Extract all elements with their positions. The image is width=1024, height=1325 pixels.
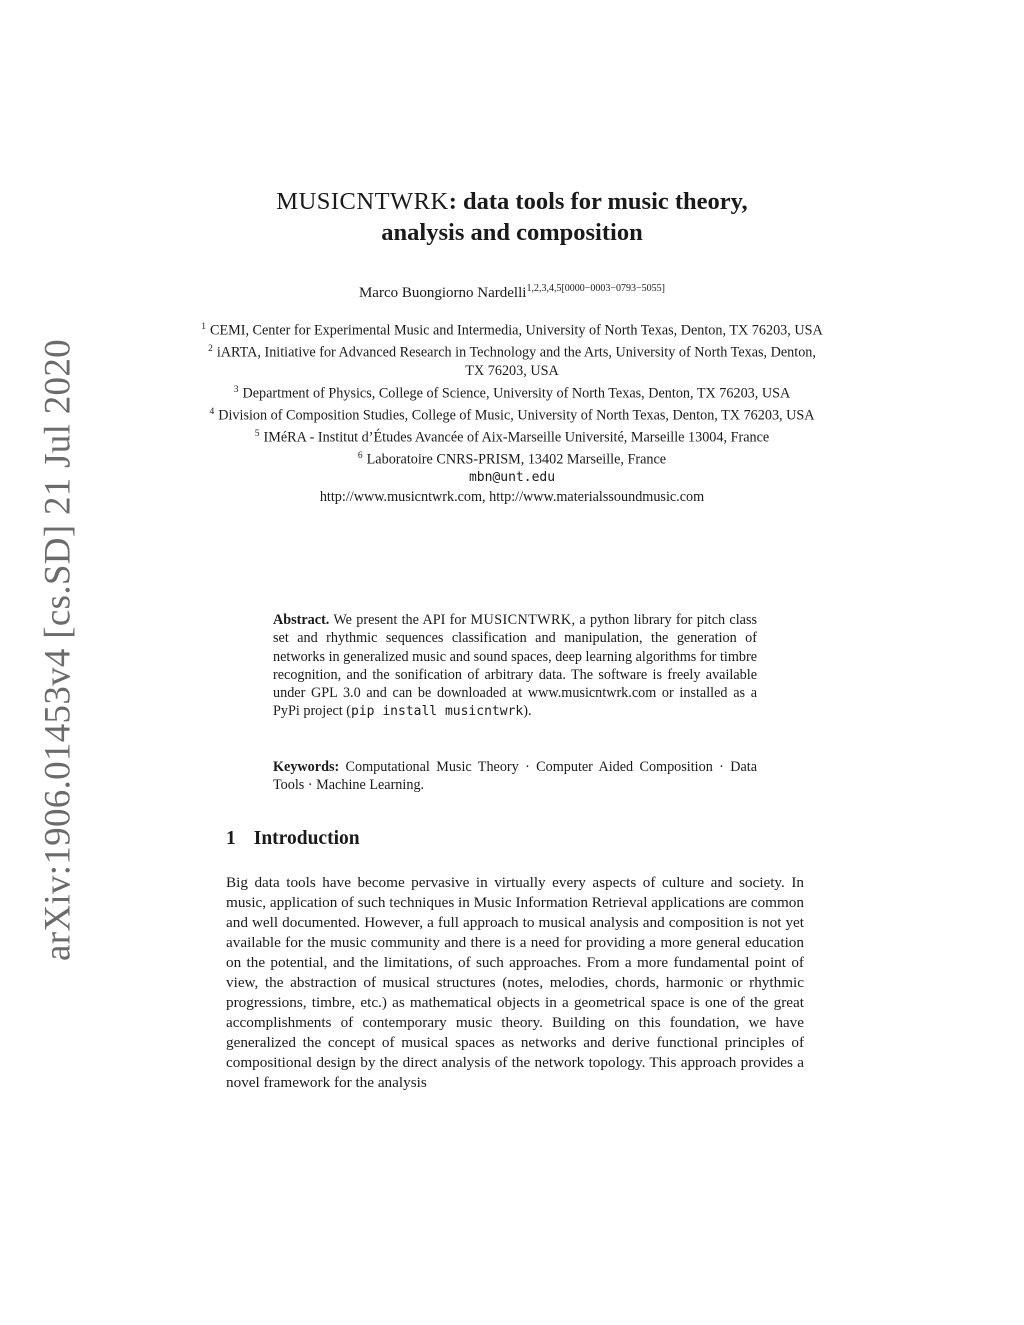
affiliation-4: [200, 403, 824, 425]
abstract: [273, 611, 757, 722]
abstract-text-end: ).: [523, 703, 532, 720]
affiliation-1: [200, 318, 824, 340]
title-line2: analysis and composition: [381, 219, 643, 246]
affiliation-text: CEMI, Center for Experimental Music and Intermedia, University of North Texas, Denton, TX 76203, USA: [209, 322, 823, 339]
author-email[interactable]: mbn@unt.edu: [468, 470, 556, 486]
affiliation-text: Division of Composition Studies, College of Music, University of North Texas, Denton, TX 76203, USA: [218, 407, 815, 424]
author-line: [180, 283, 844, 302]
arxiv-identifier: arXiv:1906.01453v4 [cs.SD] 21 Jul 2020: [37, 339, 79, 961]
affiliation-number: 3: [233, 384, 239, 395]
affiliation-number: 5: [254, 428, 260, 439]
affiliation-5: [200, 425, 824, 447]
affiliation-text: Laboratoire CNRS-PRISM, 13402 Marseille, France: [366, 451, 667, 468]
affiliations: [200, 318, 824, 506]
affiliation-3: [200, 381, 824, 403]
keywords: [273, 758, 757, 795]
affiliation-2: [200, 340, 824, 381]
title-library-name: MUSICNTWRK: [276, 188, 449, 215]
title-line1: : data tools for music theory,: [448, 188, 748, 215]
abstract-label: Abstract.: [273, 612, 330, 628]
affiliation-text: iARTA, Initiative for Advanced Research in Technology and the Arts, University of North Texas, Denton, TX 76203, USA: [216, 344, 816, 380]
abstract-text-pre: We present the API for: [329, 612, 471, 628]
affiliation-number: 4: [209, 406, 215, 417]
affiliation-6: [200, 447, 824, 469]
paper-title: [180, 186, 844, 248]
abstract-library-name: MUSICNTWRK: [470, 612, 572, 628]
introduction-paragraph: Big data tools have become pervasive in virtually every aspects of culture and society. In music, application of such techniques in Music Information Retrieval applications are common and well documented. However, a full approach to musical analysis and composition is not yet available for the music community and there is a need for providing a more general education on the potential, and the limitations, of such approaches. From a more fundamental point of view, the abstraction of musical structures (notes, melodies, chords, harmonic or rhythmic progressions, timbre, etc.) as mathematical objects in a geometrical space is one of the great accomplishments of contemporary music theory. Building on this foundation, we have generalized the concept of musical spaces as networks and derive functional principles of compositional design by the direct analysis of the network topology. This approach provides a novel framework for the analysis: [226, 874, 804, 1091]
section-number: 1: [226, 828, 236, 849]
abstract-install-command: pip install musicntwrk: [351, 704, 524, 720]
author-urls[interactable]: http://www.musicntwrk.com, http://www.materialssoundmusic.com: [319, 488, 705, 505]
affiliation-number: 1: [201, 322, 206, 332]
keywords-text: Computational Music Theory · Computer Aided Composition · Data Tools · Machine Learning.: [273, 759, 757, 794]
abstract-text-body: , a python library for pitch class set and rhythmic sequences classification and manipulation, the generation of networks in generalized music and sound spaces, deep learning algorithms for timbre recognition, and the sonification of arbitrary data. The software is freely available under GPL 3.0 and can be downloaded at www.musicntwrk.com or installed as a PyPi project (: [273, 612, 758, 720]
section-title: Introduction: [253, 828, 360, 849]
affiliation-number: 6: [357, 451, 363, 462]
affiliation-text: Department of Physics, College of Science, University of North Texas, Denton, TX 76203, USA: [242, 385, 791, 402]
keywords-label: Keywords:: [273, 759, 340, 775]
section-heading: [226, 828, 360, 850]
author-name: Marco Buongiorno Nardelli: [358, 285, 527, 301]
author-superscript: 1,2,3,4,5[0000−0003−0793−5055]: [526, 283, 666, 294]
affiliation-text: IMéRA - Institut d’Études Avancée of Aix-Marseille Université, Marseille 13004, France: [263, 429, 770, 446]
affiliation-number: 2: [208, 344, 213, 355]
